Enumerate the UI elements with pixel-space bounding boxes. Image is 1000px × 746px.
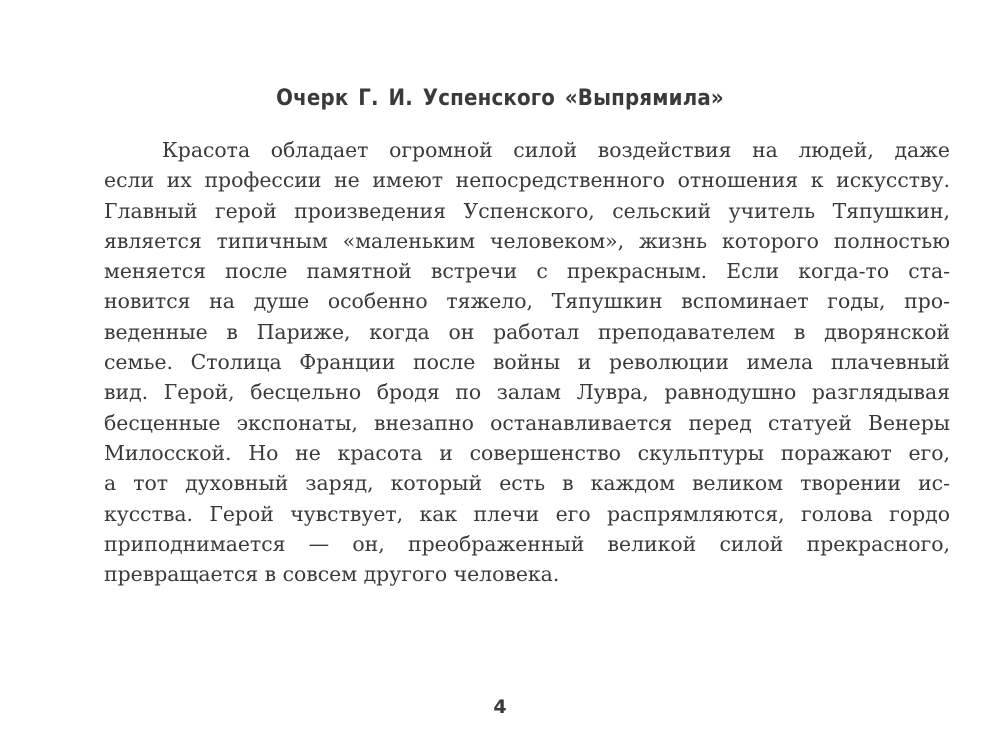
text-line: а тот духовный заряд, который есть в каждом великом творении ис-: [104, 471, 950, 496]
text-line: меняется после памятной встречи с прекрасным. Если когда-то ста-: [104, 259, 950, 284]
text-line: семье. Столица Франции после войны и революции имела плачевный: [104, 350, 950, 375]
text-line: веденные в Париже, когда он работал преподавателем в дворянской: [104, 319, 950, 344]
text-line: Милосской. Но не красота и совершенство скульптуры поражают его,: [104, 440, 950, 465]
essay-title: Очерк Г. И. Успенского «Выпрямила»: [276, 86, 724, 111]
text-line: если их профессии не имеют непосредственного отношения к искусству.: [104, 168, 950, 193]
text-line: приподнимается — он, преображенный великой силой прекрасного,: [104, 531, 950, 556]
text-line: Красота обладает огромной силой воздействия на людей, даже: [162, 138, 950, 162]
text-line: бесценные экспонаты, внезапно останавливается перед статуей Венеры: [104, 410, 950, 435]
essay-paragraph: [104, 135, 950, 589]
text-line: новится на душе особенно тяжело, Тяпушкин вспоминает годы, про-: [104, 289, 950, 314]
text-line: является типичным «маленьким человеком», жизнь которого полностью: [104, 228, 950, 253]
text-line: превращается в совсем другого человека.: [104, 562, 560, 587]
text-line: кусства. Герой чувствует, как плечи его распрямляются, голова гордо: [104, 501, 950, 526]
text-line: вид. Герой, бесцельно бродя по залам Лувра, равнодушно разглядывая: [104, 380, 950, 405]
text-line: Главный герой произведения Успенского, сельский учитель Тяпушкин,: [104, 198, 950, 223]
page-number: 4: [493, 696, 507, 718]
